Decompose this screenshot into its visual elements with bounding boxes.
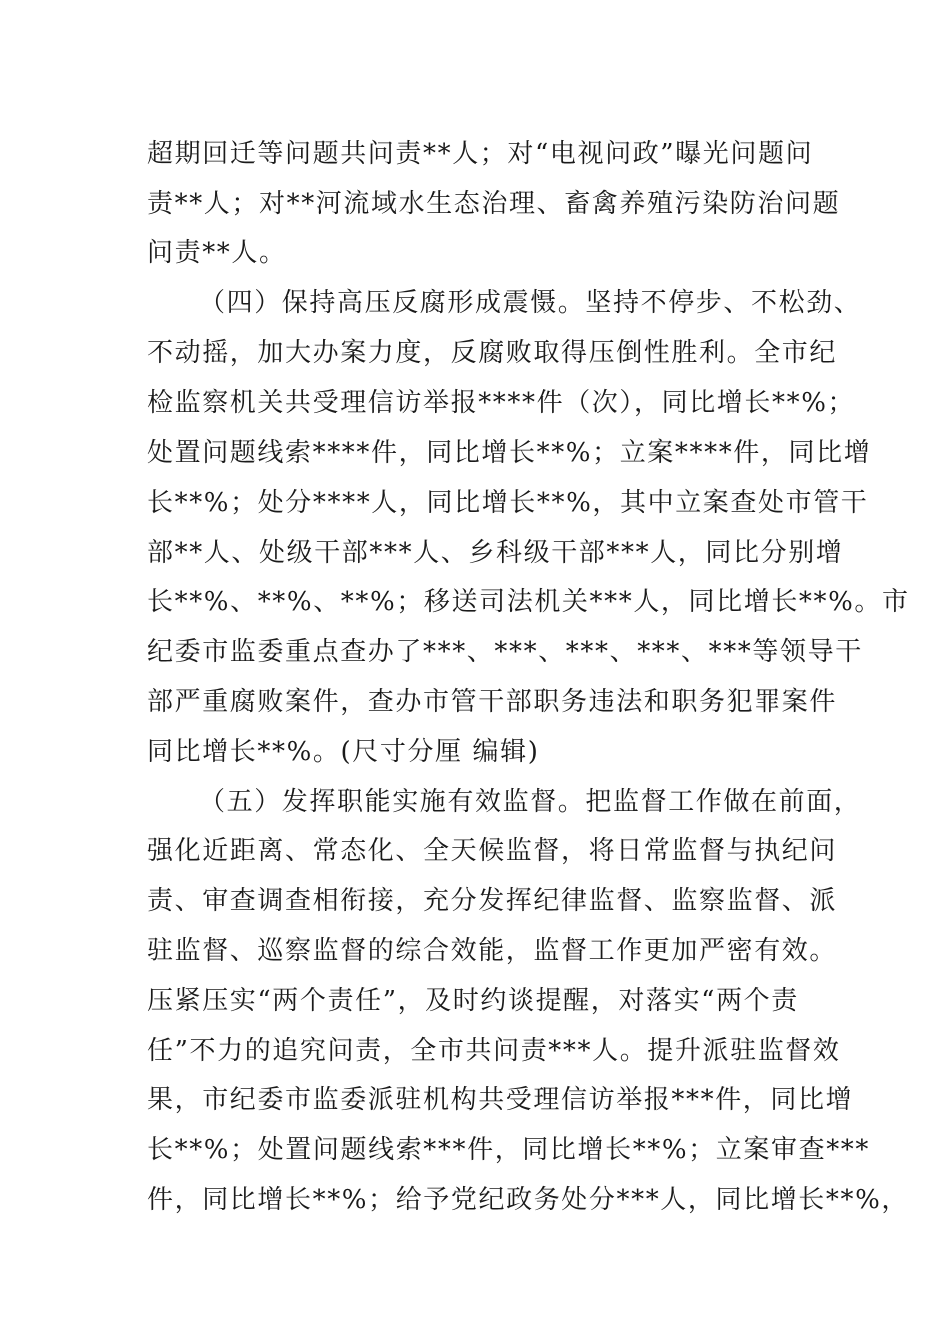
text-line: 检监察机关共受理信访举报****件（次），同比增长**%； (147, 388, 856, 418)
text-line: 长**%、**%、**%；移送司法机关***人，同比增长**%。市 (147, 587, 910, 617)
text-line: 纪委市监委重点查办了***、***、***、***、***等领导干 (147, 637, 863, 667)
text-line: 任”不力的追究问责，全市共问责***人。提升派驻监督效 (147, 1036, 841, 1066)
text-line: 长**%；处分****人，同比增长**%，其中立案查处市管干 (147, 488, 869, 518)
text-line: 件，同比增长**%；给予党纪政务处分***人，同比增长**%， (147, 1185, 910, 1215)
text-line: 强化近距离、常态化、全天候监督，将日常监督与执纪问 (147, 836, 838, 866)
text-line: 责**人；对**河流域水生态治理、畜禽养殖污染防治问题 (147, 189, 841, 219)
text-line: 责、审查调查相衔接，充分发挥纪律监督、监察监督、派 (147, 886, 838, 916)
text-line: 压紧压实“两个责任”，及时约谈提醒，对落实“两个责 (147, 986, 799, 1016)
text-line: 不动摇，加大办案力度，反腐败取得压倒性胜利。全市纪 (147, 338, 838, 368)
text-line: 驻监督、巡察监督的综合效能，监督工作更加严密有效。 (147, 936, 838, 966)
text-line: 超期回迁等问题共问责**人；对“电视问政”曝光问题问 (147, 139, 814, 169)
text-line: 部严重腐败案件，查办市管干部职务违法和职务犯罪案件 (147, 687, 838, 717)
text-line: 果，市纪委市监委派驻机构共受理信访举报***件，同比增 (147, 1085, 854, 1115)
paragraph-heading-five: （五）发挥职能实施有效监督。把监督工作做在前面， (199, 787, 862, 817)
text-line: 问责**人。 (147, 238, 287, 268)
text-line: 同比增长**%。(尺寸分厘 编辑) (147, 737, 540, 767)
paragraph-heading-four: （四）保持高压反腐形成震慑。坚持不停步、不松劲、 (199, 288, 862, 318)
text-line: 部**人、处级干部***人、乡科级干部***人，同比分别增 (147, 538, 844, 568)
text-line: 长**%；处置问题线索***件，同比增长**%；立案审查*** (147, 1135, 871, 1165)
text-line: 处置问题线索****件，同比增长**%；立案****件，同比增 (147, 438, 872, 468)
